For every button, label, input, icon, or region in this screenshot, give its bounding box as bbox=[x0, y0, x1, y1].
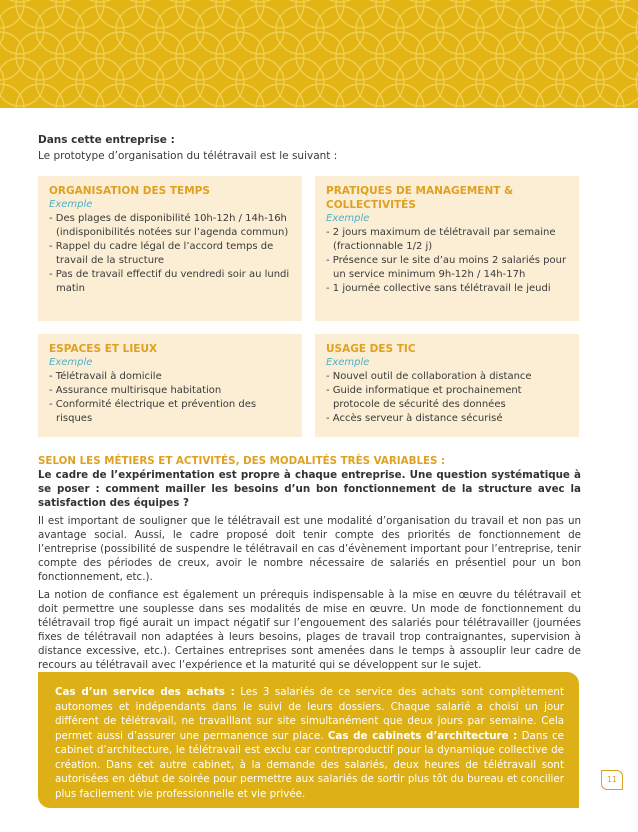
pattern-circle bbox=[236, 0, 284, 2]
pattern-circle bbox=[116, 58, 164, 106]
section-title: SELON LES MÉTIERS ET ACTIVITÉS, DES MODALITÉS TRÈS VARIABLES : bbox=[38, 455, 446, 467]
pattern-circle bbox=[396, 6, 444, 54]
box-item: - Présence sur le site d’au moins 2 salariés pour un service minimum 9h-12h / 14h-17h bbox=[326, 255, 567, 280]
pattern-circle bbox=[76, 0, 124, 2]
pattern-circle bbox=[556, 6, 604, 54]
pattern-circle bbox=[596, 6, 638, 54]
intro-text: Le prototype d’organisation du télétravail est le suivant : bbox=[38, 150, 338, 162]
pattern-circle bbox=[516, 6, 564, 54]
pattern-circle bbox=[496, 32, 544, 80]
pattern-circle bbox=[496, 0, 544, 28]
pattern-circle bbox=[556, 58, 604, 106]
pattern-circle bbox=[296, 32, 344, 80]
box-item: - 2 jours maximum de télétravail par semaine (fractionnable 1/2 j) bbox=[326, 227, 556, 252]
pattern-circle bbox=[196, 58, 244, 106]
section-paragraph: Il est important de souligner que le télétravail est une modalité d’organisation du travail et non pas un avantage social. Aussi, le cadre proposé doit tenir compte des priorités de fonctionnement de l’entreprise (possibilité de suspendre le télétravail en cas d’évènement important pour l’entreprise, tenir compte des périodes de creux, avoir le nombre nécessaire de salariés en présentiel pour un bon fonctionnement, etc.). bbox=[38, 515, 581, 583]
pattern-circle bbox=[576, 0, 624, 28]
decorative-banner bbox=[0, 0, 638, 108]
box-title: ORGANISATION DES TEMPS bbox=[49, 185, 210, 197]
pattern-circle bbox=[596, 58, 638, 106]
box-example-label: Exemple bbox=[49, 199, 93, 210]
pattern-circle bbox=[336, 32, 384, 80]
box-title: USAGE DES TIC bbox=[326, 343, 416, 355]
pattern-circle bbox=[356, 6, 404, 54]
box-example-label: Exemple bbox=[326, 357, 370, 368]
pattern-circle bbox=[616, 32, 638, 80]
pattern-circle bbox=[256, 0, 304, 28]
section-modalites bbox=[38, 455, 581, 672]
pattern-circle bbox=[156, 0, 204, 2]
pattern-circle bbox=[136, 32, 184, 80]
pattern-circle bbox=[416, 0, 464, 28]
pattern-circle bbox=[376, 0, 424, 28]
intro bbox=[38, 133, 581, 163]
pattern-circle bbox=[436, 0, 484, 2]
box-title: ESPACES ET LIEUX bbox=[49, 343, 158, 355]
case-text-architecture: Dans ce cabinet d’architecture, le télétravail est exclu car contreproductif pour la dynamique collective de création. Dans cet autre cabinet, à la demande des salariés, deux heures de télétravail sont autorisées en début de soirée pour permettre aux salariés de sortir plus tôt du bureau et concilier plus facilement vie professionnelle et vie privée. bbox=[55, 729, 565, 800]
callout-text bbox=[55, 685, 564, 801]
pattern-circle bbox=[36, 58, 84, 106]
box-organisation-temps bbox=[38, 176, 302, 321]
pattern-circle bbox=[256, 32, 304, 80]
pattern-circle bbox=[356, 0, 404, 2]
box-item: - Accès serveur à distance sécurisé bbox=[326, 413, 503, 424]
pattern-circle bbox=[236, 6, 284, 54]
pattern-circle bbox=[16, 32, 64, 80]
pattern-circle bbox=[476, 58, 524, 106]
box-usage-tic bbox=[315, 334, 579, 437]
pattern-circle bbox=[556, 0, 604, 2]
pattern-circle bbox=[36, 6, 84, 54]
pattern-circle bbox=[0, 0, 44, 2]
box-item: - Assurance multirisque habitation bbox=[49, 385, 222, 396]
pattern-circle bbox=[516, 58, 564, 106]
pattern-circle bbox=[96, 32, 144, 80]
pattern-circle bbox=[576, 32, 624, 80]
box-example-label: Exemple bbox=[49, 357, 93, 368]
pattern-circle bbox=[56, 32, 104, 80]
pattern-circle bbox=[376, 32, 424, 80]
pattern-circle bbox=[56, 0, 104, 28]
pattern-circle bbox=[316, 58, 364, 106]
pattern-circle bbox=[116, 6, 164, 54]
pattern-circle bbox=[596, 0, 638, 2]
pattern-circle bbox=[196, 0, 244, 2]
box-item: - Télétravail à domicile bbox=[49, 371, 162, 382]
box-item: - Des plages de disponibilité 10h-12h / 14h-16h (indisponibilités notées sur l’agenda commun) bbox=[49, 213, 289, 238]
pattern-circle bbox=[416, 32, 464, 80]
pattern-circle bbox=[196, 6, 244, 54]
pattern-circle bbox=[0, 32, 24, 80]
pattern-circle bbox=[456, 0, 504, 28]
pattern-circle bbox=[36, 0, 84, 2]
box-item: - Conformité électrique et prévention des risques bbox=[49, 399, 257, 424]
pattern-circle bbox=[276, 6, 324, 54]
pattern-circle bbox=[176, 0, 224, 28]
pattern-circle bbox=[136, 0, 184, 28]
page-number: 11 bbox=[601, 770, 623, 790]
pattern-circle bbox=[616, 0, 638, 28]
pattern-circle bbox=[216, 32, 264, 80]
case-studies-callout bbox=[38, 672, 579, 808]
pattern-circle bbox=[456, 32, 504, 80]
pattern-circle bbox=[356, 58, 404, 106]
pattern-circle bbox=[436, 6, 484, 54]
box-example-label: Exemple bbox=[326, 213, 370, 224]
pattern-circle bbox=[156, 58, 204, 106]
pattern-circle bbox=[476, 0, 524, 2]
case-text-achats: Les 3 salariés de ce service des achats sont complètement autonomes et indépendants dans le suivi de leurs dossiers. Chaque salarié a choisi un jour différent de télétravail, ne travaillant sur site simultanément que deux jours par semaine. Cela permet aussi d’assurer une permanence sur place. bbox=[55, 686, 564, 742]
box-item: - Pas de travail effectif du vendredi soir au lundi matin bbox=[49, 269, 290, 294]
pattern-circle bbox=[76, 6, 124, 54]
box-item: - Nouvel outil de collaboration à distance bbox=[326, 371, 532, 382]
intro-title: Dans cette entreprise : bbox=[38, 134, 175, 146]
pattern-circle bbox=[316, 0, 364, 2]
pattern-circle bbox=[296, 0, 344, 28]
pattern-circle bbox=[336, 0, 384, 28]
pattern-circle bbox=[0, 0, 4, 2]
pattern-circle bbox=[276, 58, 324, 106]
pattern-circle bbox=[476, 6, 524, 54]
section-paragraph: La notion de confiance est également un prérequis indispensable à la mise en œuvre du télétravail et doit permettre une souplesse dans ses modalités de mise en œuvre. Un mode de fonctionnement du télétravail trop figé aurait un impact négatif sur l’engouement des salariés pour télétravailler (journées fixes de télétravail non adaptées à leurs besoins, plages de travail trop contraignantes, supervision à distance excessive, etc.). Certaines entreprises sont amenées dans le temps à assouplir leur cadre de recours au télétravail avec l’expérience et la maturité qui se développent sur le sujet. bbox=[38, 589, 581, 671]
pattern-circle bbox=[316, 6, 364, 54]
case-label-achats: Cas d’un service des achats : bbox=[55, 686, 235, 698]
pattern-circle bbox=[16, 0, 64, 28]
box-title: PRATIQUES DE MANAGEMENT & COLLECTIVITÉS bbox=[326, 185, 514, 211]
box-pratiques-management bbox=[315, 176, 579, 321]
pattern-circle bbox=[116, 0, 164, 2]
pattern-circle bbox=[96, 0, 144, 28]
pattern-circle bbox=[536, 0, 584, 28]
wave-pattern bbox=[0, 0, 638, 108]
pattern-circle bbox=[236, 58, 284, 106]
box-item: - Rappel du cadre légal de l’accord temps de travail de la structure bbox=[49, 241, 274, 266]
pattern-circle bbox=[516, 0, 564, 2]
pattern-circle bbox=[396, 58, 444, 106]
pattern-circle bbox=[176, 32, 224, 80]
box-espaces-lieux bbox=[38, 334, 302, 437]
section-lead: Le cadre de l’expérimentation est propre à chaque entreprise. Une question systématique à se poser : comment mailler les besoins d’un bon fonctionnement de la structure avec la satisfaction des équipes ? bbox=[38, 469, 581, 509]
pattern-circle bbox=[156, 6, 204, 54]
pattern-circle bbox=[216, 0, 264, 28]
pattern-circle bbox=[76, 58, 124, 106]
pattern-circle bbox=[396, 0, 444, 2]
box-item: - 1 journée collective sans télétravail le jeudi bbox=[326, 283, 551, 294]
pattern-circle bbox=[436, 58, 484, 106]
case-label-architecture: Cas de cabinets d’architecture : bbox=[327, 729, 518, 742]
box-item: - Guide informatique et prochainement protocole de sécurité des données bbox=[326, 385, 522, 410]
pattern-circle bbox=[536, 32, 584, 80]
pattern-circle bbox=[276, 0, 324, 2]
